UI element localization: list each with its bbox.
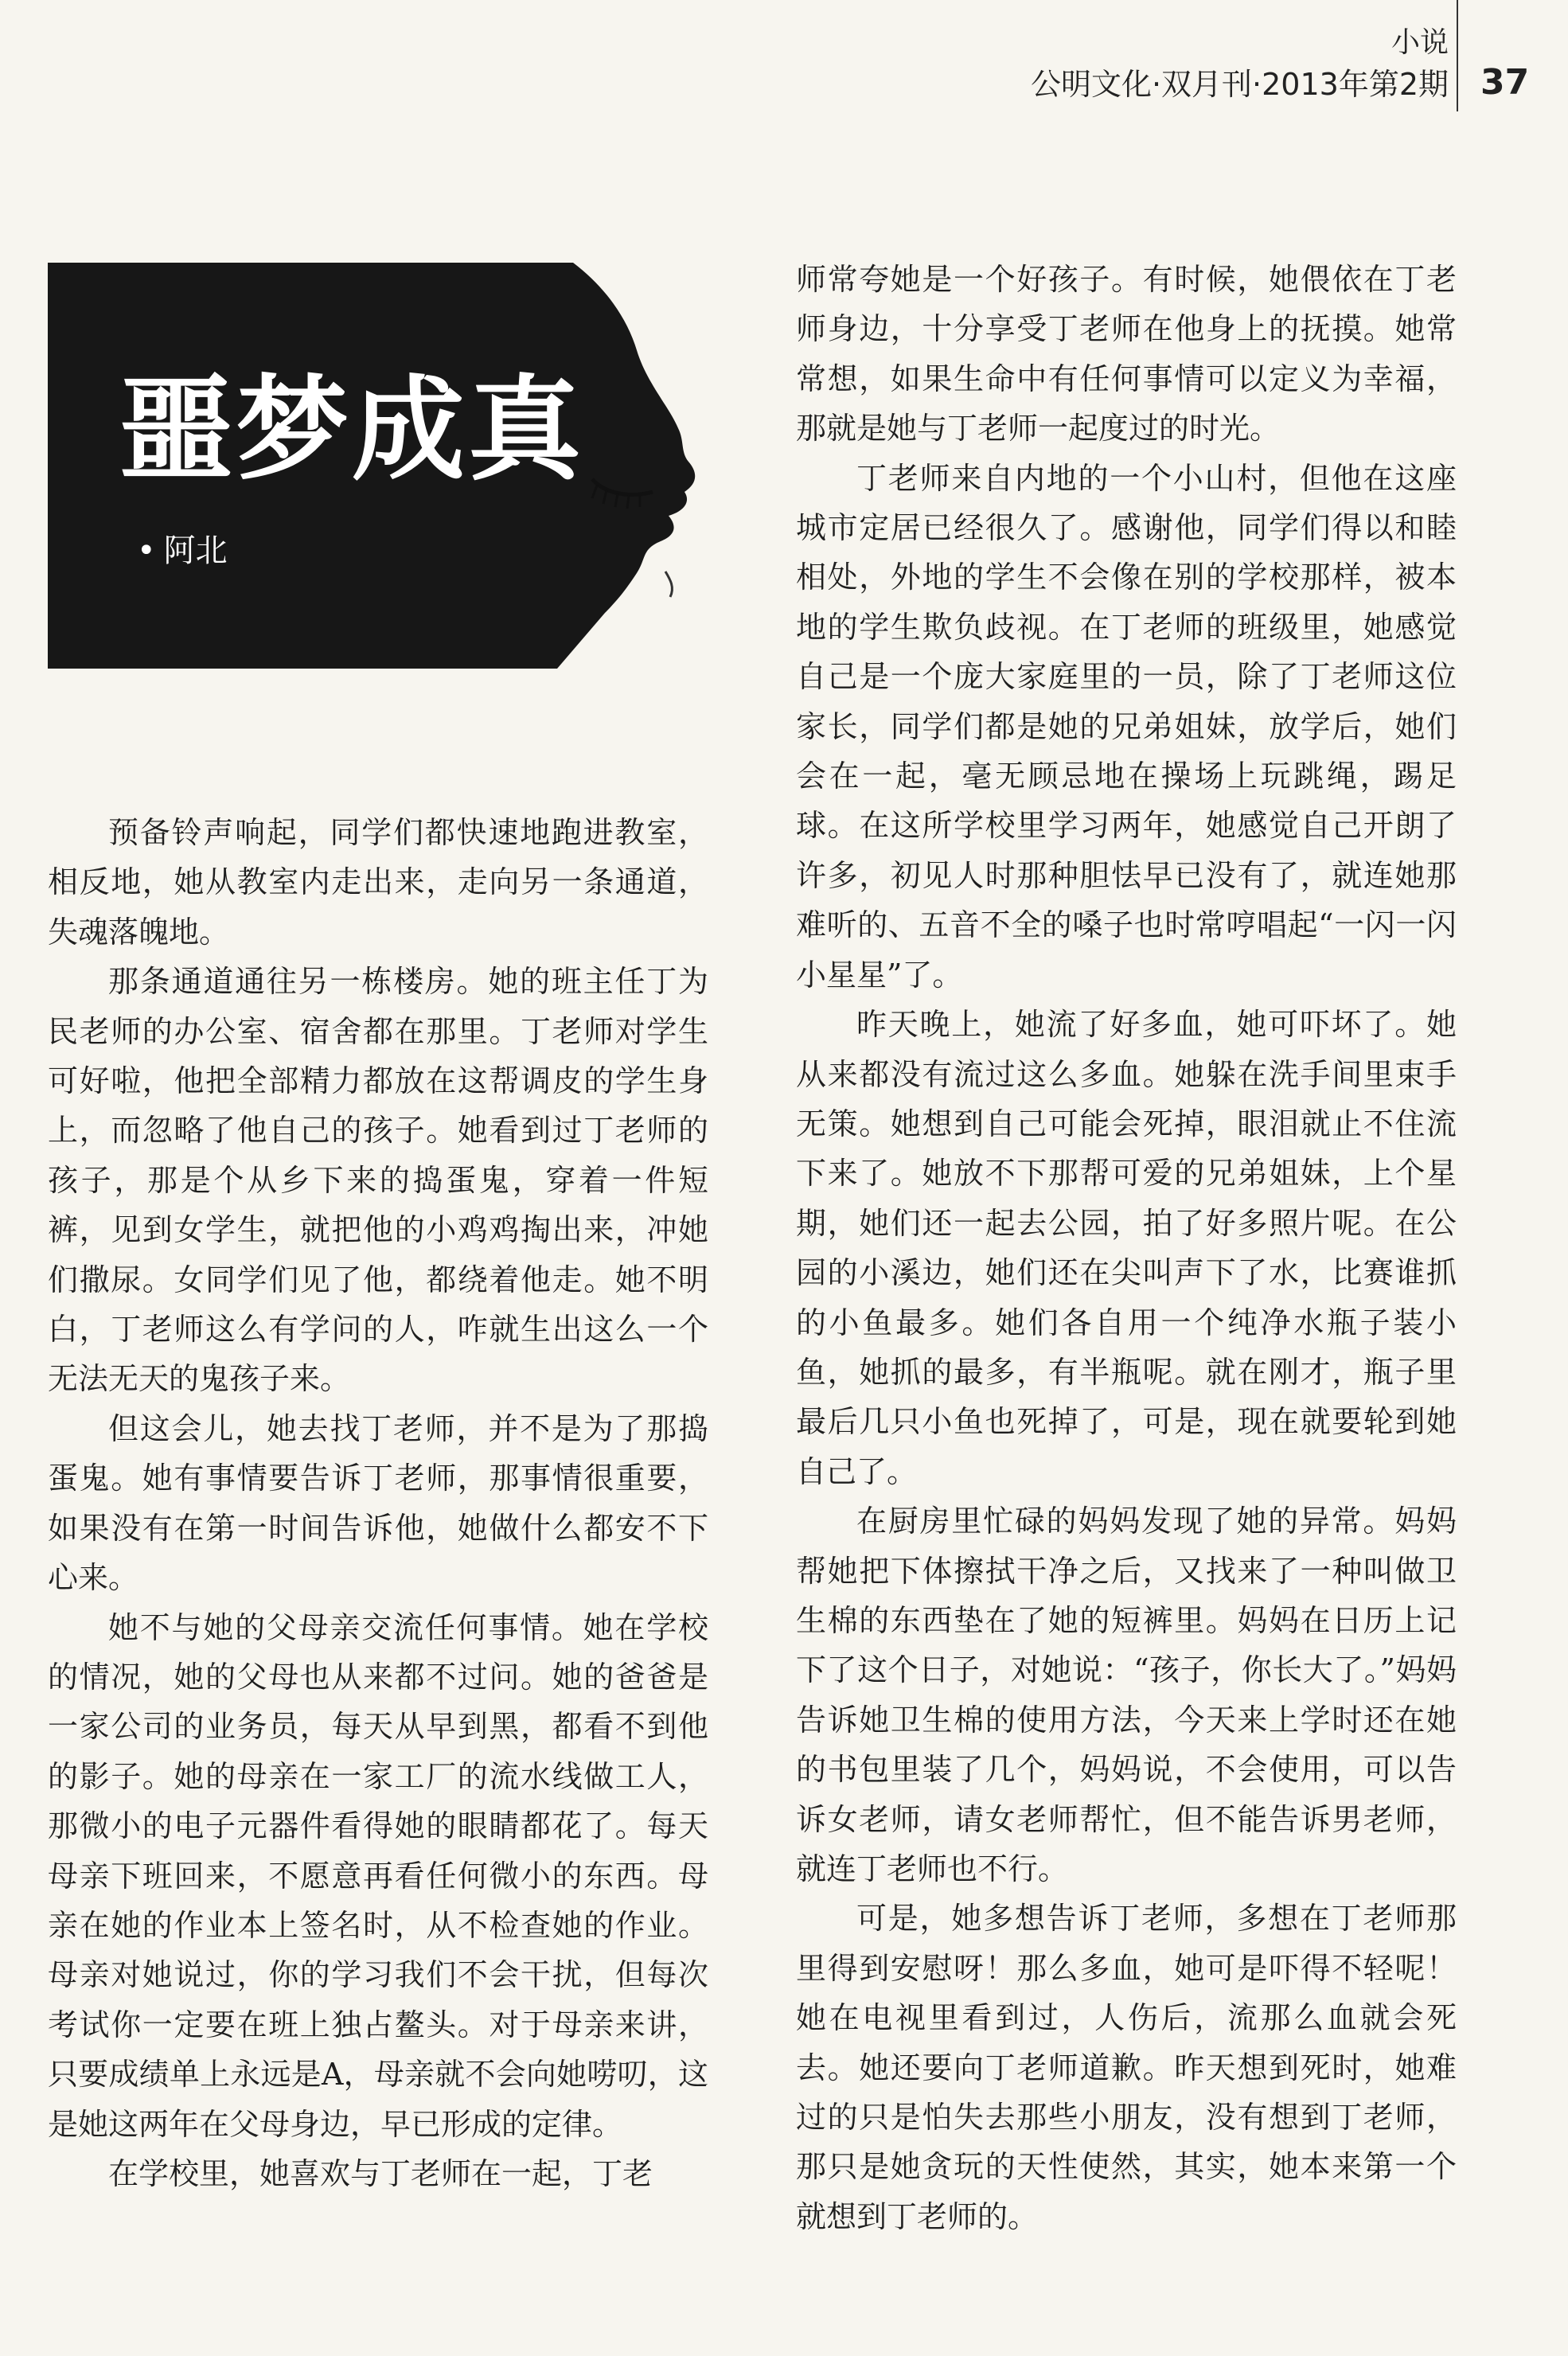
header-divider [1457, 0, 1458, 111]
paragraph: 昨天晚上，她流了好多血，她可吓坏了。她从来都没有流过这么多血。她躲在洗手间里束手无策。她想到自己可能会死掉，眼泪就止不住流下来了。她放不下那帮可爱的兄弟姐妹，上个星期，她们还一起去公园，拍了好多照片呢。在公园的小溪边，她们还在尖叫声下了水，比赛谁抓的小鱼最多。她们各自用一个纯净水瓶子装小鱼，她抓的最多，有半瓶呢。就在刚才，瓶子里最后几只小鱼也死掉了，可是，现在就要轮到她自己了。 [796, 1007, 1457, 1489]
article-title: 噩梦成真 [119, 364, 584, 496]
page-number: 37 [1480, 62, 1530, 103]
paragraph: 那条通道通往另一栋楼房。她的班主任丁为民老师的办公室、宿舍都在那里。丁老师对学生可好啦，他把全部精力都放在这帮调皮的学生身上，而忽略了他自己的孩子。她看到过丁老师的孩子，那是个从乡下来的捣蛋鬼，穿着一件短裤，见到女学生，就把他的小鸡鸡掏出来，冲她们撒尿。女同学们见了他，都绕着他走。她不明白，丁老师这么有学问的人，咋就生出这么一个无法无天的鬼孩子来。 [48, 964, 708, 1397]
author-line [137, 525, 228, 571]
author-name: 阿北 [163, 532, 228, 569]
paragraph: 可是，她多想告诉丁老师，多想在丁老师那里得到安慰呀！那么多血，她可是吓得不轻呢！她在电视里看到过，人伤后，流那么血就会死去。她还要向丁老师道歉。昨天想到死时，她难过的只是怕失去那些小朋友，没有想到丁老师，那只是她贪玩的天性使然，其实，她本来第一个就想到丁老师的。 [796, 1901, 1457, 2234]
section-label: 小说 [1391, 26, 1449, 59]
paragraph: 预备铃声响起，同学们都快速地跑进教室，相反地，她从教室内走出来，走向另一条通道，失魂落魄地。 [48, 815, 708, 950]
paragraph: 但这会儿，她去找丁老师，并不是为了那捣蛋鬼。她有事情要告诉丁老师，那事情很重要，如果没有在第一时间告诉他，她做什么都安不下心来。 [48, 1410, 708, 1596]
page-header [732, 25, 1449, 103]
author-bullet: • [137, 532, 156, 569]
paragraph: 她不与她的父母亲交流任何事情。她在学校的情况，她的父母也从来都不过问。她的爸爸是一家公司的业务员，每天从早到黑，都看不到他的影子。她的母亲在一家工厂的流水线做工人，那微小的电子元器件看得她的眼睛都花了。每天母亲下班回来，不愿意再看任何微小的东西。母亲在她的作业本上签名时，从不检查她的作业。母亲对她说过，你的学习我们不会干扰，但每次考试你一定要在班上独占鳌头。对于母亲来讲，只要成绩单上永远是A，母亲就不会向她唠叨，这是她这两年在父母身边，早已形成的定律。 [48, 1609, 708, 2142]
paragraph: 丁老师来自内地的一个小山村，但他在这座城市定居已经很久了。感谢他，同学们得以和睦相处，外地的学生不会像在别的学校那样，被本地的学生欺负歧视。在丁老师的班级里，她感觉自己是一个庞大家庭里的一员，除了丁老师这位家长，同学们都是她的兄弟姐妹，放学后，她们会在一起，毫无顾忌地在操场上玩跳绳，踢足球。在这所学校里学习两年，她感觉自己开朗了许多，初见人时那种胆怯早已没有了，就连她那难听的、五音不全的嗓子也时常哼唱起“一闪一闪小星星”了。 [796, 460, 1457, 993]
paragraph: 在学校里，她喜欢与丁老师在一起，丁老 [108, 2155, 653, 2191]
paragraph-continuation: 师常夸她是一个好孩子。有时候，她偎依在丁老师身边，十分享受丁老师在他身上的抚摸。她常常想，如果生命中有任何事情可以定义为幸福，那就是她与丁老师一起度过的时光。 [796, 262, 1457, 447]
right-text-column [796, 255, 1457, 2241]
paragraph: 在厨房里忙碌的妈妈发现了她的异常。妈妈帮她把下体擦拭干净之后，又找来了一种叫做卫生棉的东西垫在了她的短裤里。妈妈在日历上记下了这个日子，对她说：“孩子，你长大了。”妈妈告诉她卫生棉的使用方法，今天来上学时还在她的书包里装了几个，妈妈说，不会使用，可以告诉女老师，请女老师帮忙，但不能告诉男老师，就连丁老师也不行。 [796, 1504, 1457, 1886]
left-text-column [48, 808, 708, 2198]
title-banner [48, 263, 764, 669]
journal-issue-line: 公明文化·双月刊·2013年第2期 [1030, 67, 1449, 102]
